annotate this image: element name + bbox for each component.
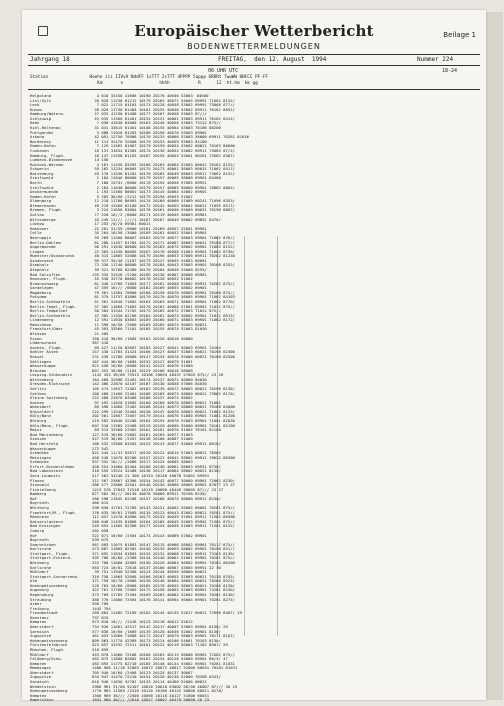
station-values: 127 515 36/60 72802 10161 20163 40077 51003: [92, 432, 193, 437]
station-values: 31 041 33615 81401 10148 20155 40064 53003 76106 86200: [92, 126, 221, 131]
station-name: Kiel-Holtenau: [30, 126, 61, 131]
station-name: Leck: [30, 103, 40, 108]
station-name: Kleine Spitzberg: [30, 396, 68, 401]
station-values: 7 180 15741 /0000 10178 20155 40056 57005 69951: [92, 180, 207, 185]
station-values: 366 776 11680 72505 10176 20141 40094 50004 69901 70261 8275/: [92, 597, 235, 602]
station-values: 21 261 31/59 /0000 10161 20169 40057 52001 69901: [92, 226, 207, 231]
station-name: Würzburg: [30, 506, 49, 511]
station-name: Manschnow: [30, 322, 52, 327]
station-name: Bad Kissingen: [30, 524, 61, 529]
station-name: Puttgarden: [30, 130, 54, 135]
station-values: 1142 453 36/60 73513 10106 20094 40437 57003 875// 23 26: [92, 373, 224, 378]
station-name: Mainz: [30, 428, 42, 433]
station-values: 39 321 32768 82300 10170 20184 40058 53000 8253/: [92, 267, 207, 272]
station-values: 518 859: [92, 647, 109, 652]
station-name: Schwerin: [30, 167, 49, 172]
column-header: Station Hoehe iii IIVvV NddFF 1sTTT 2sTTT 4PPPP 5appp 6RRRt 7wwWW 8NCCC PF-FF: [30, 75, 268, 80]
station-values: 89 496 11660 72402 10168 20143 40073 58000 60021 70168 84000: [92, 405, 235, 410]
station-values: 11 396 16/58 /2000 10169 20165 40074 50003 60021: [92, 322, 207, 327]
station-values: 276 763 16/60 /0000 10165 20178 40055 58003 60021 70100 8130/: [92, 583, 235, 588]
year-label: Jahrgang 18: [30, 56, 70, 63]
station-name: Mühldorf: [30, 570, 49, 575]
station-values: 45 249 11/// ////1 10167 20167 40049 58002 69891 8470/: [92, 217, 221, 222]
station-name: Wittenberg: [30, 377, 54, 382]
station-name: Stuttgart, Flugh.: [30, 551, 70, 556]
station-name: Oberstdorf: [30, 625, 54, 630]
station-values: 350 789: [92, 602, 109, 607]
station-values: 97 492 11620 51605 10160 20160 40070 58003 60021 71081: [92, 400, 221, 405]
report-subtitle: BODENWETTERMELDUNGEN: [187, 42, 321, 51]
station-values: 26 020 11230 81212 10179 20165 40071 54004 69991 71062 8152/: [92, 98, 235, 103]
station-values: 1442 794: [92, 606, 111, 611]
station-name: Barth: [30, 180, 42, 185]
station-name: Fürstenfeldbruck: [30, 643, 68, 648]
station-values: 450 554 31660 82404 10166 20140 40061 58003 69931 8730/: [92, 464, 221, 469]
station-name: Leipzig-Schkeuditz: [30, 373, 73, 378]
station-values: 973 818 16/// /2416 10125 20118 40012 52012: [92, 620, 193, 625]
station-name: Wendelstein: [30, 684, 56, 689]
station-values: 2 184 11640 80000 10179 20157 40065 58000 69901 84400: [92, 176, 221, 181]
station-values: 77 228 16//2 /0000 10171 20119 40045 58003 69901: [92, 213, 207, 218]
station-name: Aachen: [30, 400, 45, 405]
station-name: Rostock-Warnem.: [30, 162, 66, 167]
station-values: 47 359 16/// /0000 10162 20169 40055 58002 69901: [92, 286, 207, 291]
station-values: 483 893 11775 82710 10185 20148 40134 55002 69901 70281 81031: [92, 661, 235, 666]
station-name: Garmisch: [30, 680, 49, 684]
station-values: 3 224 11656 83004 10178 20161 40056 55009 60031 70198 8807/: [92, 208, 235, 213]
station-name: Lüdenscheid: [30, 341, 56, 346]
station-values: 282 658: [92, 528, 109, 533]
station-name: Norderney: [30, 139, 52, 144]
station-extra: 84600: [196, 94, 209, 98]
station-values: 322 708 11660 42805 10150 20120 40064 56002 69901 70182 86200: [92, 560, 235, 565]
station-values: 219 502 31640 42208 10164 20155 40076 52003 69901 71081 82030: [92, 419, 235, 424]
station-name: Köln/Bonn, Flugh.: [30, 423, 70, 428]
station-table: [30, 94, 480, 703]
station-name: Kahler Asten: [30, 350, 59, 355]
station-name: Bremen, Flugh.: [30, 208, 63, 213]
station-values: 202 501 11667 72007 10179 20141 40076 51000 69901 71081 81200: [92, 414, 235, 419]
station-values: 79 361 11564 70000 10168 20150 40070 56003 69901 70168 875//: [92, 290, 235, 295]
station-values: 450 548 11675 82206 10157 20122 40041 58002 69911 76022 86300: [92, 455, 235, 460]
station-name: Wasserkuppe: [30, 446, 56, 451]
station-name: Aachen, Flugh.: [30, 345, 63, 350]
station-values: 877 582 36/// 20130 40076 58000 69911 70198 8230/: [92, 492, 207, 497]
station-name: Nürnberg: [30, 560, 49, 565]
station-values: 1832 980 46/// /2616 10027 20007 40479 58000 20 23: [92, 698, 210, 703]
station-name: Dresden-Klotzsche: [30, 382, 70, 387]
station-name: Plauen: [30, 478, 45, 483]
station-values: 105 474 11657 72402 10162 20139 40072 58003 60021 70198 8130/: [92, 387, 235, 391]
station-name: Freudenstadt: [30, 611, 59, 616]
station-values: 231 438 11780 20000 10147 20134 40078 55000 60021 70168 82500: [92, 354, 235, 359]
station-name: Erfurt-Bindersleben: [30, 464, 75, 469]
top-rule: [28, 54, 480, 55]
station-values: 157 430 11784 31424 10166 20127 40037 52003 60021 70198 82300: [92, 350, 235, 355]
station-values: 39 751 11940 32308 10124 20144 40050 58000 60021: [92, 570, 207, 575]
station-values: 12 391 11630 83603 10169 20160 40071 58003 69901 71062 8172/: [92, 318, 235, 323]
station-name: Hof: [30, 533, 38, 538]
station-name: Bad Hersfeld: [30, 441, 59, 446]
station-name: Emden-Hafen: [30, 194, 56, 199]
station-name: Kempten: [30, 620, 47, 625]
station-name: Oldenburg: [30, 199, 52, 204]
station-name: Hannover, Flugh.: [30, 277, 68, 282]
station-name: Freiburg: [30, 606, 49, 611]
station-values: 2960 961 51/00 92107 10016 20010 63002 58/06 40007 87/// 30 25: [92, 684, 238, 689]
station-name: Zinnwald: [30, 483, 49, 488]
station-name: Görlitz: [30, 387, 47, 391]
station-name: Straubing: [30, 597, 52, 602]
station-values: 921 450 16/60 /0000 10141 20123 40076 51000: [92, 364, 193, 369]
station-values: 395 706 16/60 /2308 10144 20140 40061 51001 69901 70281 875//: [92, 556, 235, 561]
station-values: 7 129 11562 81807 10179 20159 40054 53002 60021 76163 86600: [92, 144, 235, 149]
station-name: Brocken: [30, 368, 47, 373]
station-name: Braunschweig: [30, 281, 59, 286]
station-values: 1486 908 11/10 32803 10072 20072 46617 52006 60031 70281 81031: [92, 666, 238, 671]
station-values: 523 857 41552 72311 10161 20122 40119 50003 71162 8507/ 29: [92, 643, 228, 648]
station-name: Greifswald: [30, 176, 54, 181]
station-values: 607 452 36/60 /2104 10129 20106 40016 58000: [92, 368, 193, 373]
station-values: 56 291 11630 80000 10170 20163 40075 58002 69901 71062 8152/: [92, 245, 235, 250]
station-values: 28 026 11730 81404 10161 20155 40058 53002 69911 76162 8652/: [92, 107, 235, 112]
station-values: 95 317 35/40 /2107 10173 20127 40055 54003 60001: [92, 258, 207, 263]
station-values: 12 210 11760 80903 10174 20160 40060 51009 60241 71096 8353/: [92, 199, 235, 204]
station-name: Gardelegen: [30, 286, 54, 291]
station-name: Hof: [30, 496, 38, 501]
station-values: 583 724 16/01 72618 10137 20106 40087 53005 69951 22 30: [92, 565, 221, 570]
station-name: Greifswald: [30, 185, 54, 190]
station-name: Bayreuth: [30, 501, 49, 506]
station-name: Meiningen: [30, 455, 52, 460]
station-values: 176 635 16/01 27005 10134 20123 40043 52002 60021 70281 875//: [92, 510, 235, 515]
station-name: Wittenberge: [30, 217, 56, 222]
station-values: 311 567 23867 42306 10154 20142 40077 58000 69901 72062 8230/: [92, 478, 235, 483]
station-values: 222 488 22870 03406 10180 20137 40074 58002: [92, 396, 193, 401]
station-values: 577 836 16/60 /1609 10139 20120 40030 52002 69901 8130/: [92, 629, 221, 634]
station-values: 47 385 11330 02706 10163 20162 40073 58002 69901 71022 8513/: [92, 313, 235, 318]
station-name: Wasserkuppe: [30, 364, 56, 369]
station-values: 4 161 11430 83203 10168 20163 40064 52003 80041 76162 8152/: [92, 162, 235, 167]
station-values: 11 113 32470 32008 10179 20153 40059 53003 81100: [92, 139, 207, 144]
station-name: Angermuende: [30, 245, 56, 250]
station-values: 809 863 11770 42309 10173 20124 40106 54001 70163 8130/: [92, 638, 221, 643]
station-name: Köln/Bonn: [30, 414, 52, 419]
station-values: 50 384 31344 71702 10173 20165 40072 57003 71022 875//: [92, 309, 221, 314]
station-values: 310 758 11665 52008 10168 20163 40055 52003 60021 70138 8255/: [92, 574, 235, 579]
station-name: Celle: [30, 231, 42, 236]
station-name: Ulm: [30, 579, 38, 584]
station-name: Wriezen: [30, 332, 47, 337]
station-name: Mannheim: [30, 515, 49, 520]
station-name: München, Flugh.: [30, 647, 66, 652]
station-name: Kassel: [30, 354, 45, 359]
station-name: Bad Marienberg: [30, 432, 63, 437]
station-values: 21 405: [92, 332, 109, 337]
station-values: 7 022 11715 81103 10173 20128 40058 53002 69991 75868 877//: [92, 103, 235, 108]
station-values: 482 875 11880 82602 10162 20134 40126 54000 69901 86/3/ 47: [92, 657, 228, 662]
station-values: 55 338 33770 80002 10178 20126 40052 51002: [92, 277, 193, 282]
station-name: Husum: [30, 107, 42, 112]
station-values: 45 170 11530 81202 10170 20165 40049 58003 69911 73062 8152/: [92, 171, 235, 176]
station-name: Neuruppin: [30, 235, 52, 240]
station-name: Bad Lobenstein: [30, 469, 63, 474]
station-name: Augsburg: [30, 588, 49, 593]
station-name: Memmingen: [30, 666, 52, 671]
supplement-label: Beilage 1: [443, 31, 476, 39]
station-values: 166 532 13568 83203 10153 20143 40077 54000 69911 8616/: [92, 441, 221, 446]
station-values: 3 068 11020 81203 10186 20156 40070 53003 69901: [92, 130, 207, 135]
station-name: Frankfurt/M., Flugh.: [30, 510, 77, 515]
station-name: Hamburg, Flugh.: [30, 153, 66, 158]
station-values: 37 382 11660 71803 10170 20162 40068 57001 69901 71022 875//: [92, 304, 235, 309]
station-name: Kempten: [30, 693, 47, 698]
station-name: Düsseldorf: [30, 409, 54, 414]
station-values: 422 761 11768 72905 10172 20156 40062 52003 69901 73261 8230/: [92, 588, 235, 593]
station-name: Hohenpeissenberg: [30, 583, 68, 588]
station-values: 547 519 36/60 /2207 10156 20106 40007 51000: [92, 437, 193, 442]
station-name: Göttingen: [30, 359, 52, 364]
station-name: Zugspitze: [30, 675, 52, 680]
station-name: Schleswig: [30, 116, 52, 121]
station-name: Emden-Hafen: [30, 144, 56, 149]
station-values: 386 577 22806 32501 10148 20150 40060 58005 69901 87077 23 27: [92, 483, 235, 488]
station-values: 921 544 11/31 92017 10120 20122 40614 57003 60021 76362: [92, 451, 221, 456]
station-name: Potsdam: [30, 295, 47, 300]
station-row: [30, 698, 480, 703]
station-values: 160 480 11460 22401 10168 20165 40073 58000 60021 73062 8170/: [92, 391, 235, 396]
station-name: Fichtelberg: [30, 487, 56, 492]
station-values: 5 203 36/60 /2211 10179 20158 40053 51007: [92, 194, 193, 199]
station-name: Giessen: [30, 437, 47, 442]
station-values: 167 444 36/60 /1605 10152 20127 40079 51001: [92, 359, 193, 364]
station-name: Wahnsdorf: [30, 405, 52, 410]
station-name: Diepholz: [30, 267, 49, 272]
station-values: 539 675: [92, 538, 109, 543]
station-values: 937 552 16/// /2006 10117 20125 40065 58003: [92, 460, 193, 465]
station-name: List/Sylt: [30, 98, 52, 103]
station-name: Schmücke: [30, 451, 49, 456]
station-name: Ueckermuende: [30, 190, 59, 195]
report-page: [22, 10, 486, 703]
station-values: 7 036 41630 83000 10163 20140 40058 53003 73122 875//: [92, 121, 221, 126]
station-name: Luebeck-Blankensee: [30, 158, 73, 163]
extra-time: 18-24: [442, 68, 458, 74]
station-values: 89 513 32560 22902 10161 20101 40076 51002 70161 82100: [92, 428, 221, 433]
station-name: Hamburg/Waterw.: [30, 112, 66, 117]
station-values: 607 510 11585 22408 10129 20126 40050 55000 69901 70161 82100: [92, 423, 235, 428]
station-values: 4 010 32450 41606 10190 20176 40046 53003: [92, 94, 193, 98]
station-name: Oberstdorf: [30, 670, 54, 675]
station-values: 797 815: [92, 615, 109, 620]
station-values: 43 035 11560 81401 10154 20131 40061 53003 69911 76162 8412/: [92, 116, 235, 121]
station-name: Regensburg: [30, 593, 54, 598]
station-values: 16 131 31634 81305 10174 20130 40054 53002 69911 75065 87/2/: [92, 148, 235, 153]
station-name: Lindenberg: [30, 318, 54, 323]
station-name: Konstanz: [30, 615, 49, 620]
column-units: Km n hhhh R 12 ht.hm kk gg: [30, 81, 258, 86]
station-name: Berlin-Schönefeld: [30, 313, 70, 318]
station-name: Kempten: [30, 661, 47, 666]
station-values: 461 853 11660 71808 10172 20147 40079 58003 69901 76171 8107/: [92, 634, 235, 639]
station-values: 2 184 11640 80000 10179 20157 40065 58000 69901 76862 8802/: [92, 185, 235, 190]
station-name: Lüchow: [30, 222, 45, 227]
station-name: Soltau: [30, 213, 45, 218]
observation-time: 06 UHR UTC: [208, 68, 239, 74]
station-values: 1 193 11560 80001 10173 20145 40064 54002 69901: [92, 190, 207, 195]
station-values: 387 418: [92, 341, 109, 346]
station-values: 266 596 11845 62208 10157 20168 40075 58000 69911 8230/: [92, 496, 221, 501]
station-name: Berlin-Tegel, Flugh.: [30, 304, 77, 309]
station-name: Garmisch: [30, 629, 49, 634]
station-name: Essen: [30, 336, 42, 341]
station-values: 22 305 11430 80005 10167 20176 40058 51003 69901 71062 8730/: [92, 249, 235, 254]
station-values: 51 381 31640 71002 10164 20163 40071 58002 69901 71062 8770/: [92, 300, 235, 305]
station-name: Berlin-Schönefeld: [30, 300, 70, 305]
station-name: Mühldorf: [30, 652, 49, 657]
station-values: 517 562 34240 21 300 10153 20148 40070 51001 69951: [92, 473, 210, 478]
station-values: 705 940 16/60 /2408 10123 20125 40137 50007: [92, 670, 193, 675]
station-name: Bayreuth: [30, 538, 49, 543]
station-name: Bremerhaven: [30, 203, 56, 208]
station-values: 298 630 41761 72709 10143 20131 40062 55005 60001 70281 875//: [92, 506, 235, 511]
station-name: Zugspitze: [30, 634, 52, 639]
station-name: Karlsruhe: [30, 565, 52, 570]
station-values: 35 269 11500 80007 10163 20179 40077 58003 69901 71062 876//: [92, 235, 235, 240]
station-values: 473 687 11865 82302 10150 20139 40059 58002 69901 70198 851//: [92, 547, 235, 552]
station-name: Schmücke: [30, 460, 49, 465]
station-name: Coburg: [30, 528, 45, 533]
station-values: 460 615: [92, 501, 109, 506]
date-line: FREITAG, den 12. August 1994: [218, 56, 327, 63]
station-name: Berlin-Tempelhof: [30, 309, 68, 314]
station-name: Osnabrueck: [30, 258, 54, 263]
station-values: 48 315 11665 52008 10179 20196 40053 57006 69911 70282 81230: [92, 254, 235, 259]
station-name: Stuttgart-Echterd.: [30, 556, 73, 561]
report-title: Europäischer Wetterbericht: [134, 22, 374, 40]
station-values: 249 653 11565 82308 10177 20154 40058 51003 69911 71581 8152/: [92, 524, 235, 529]
station-values: 142 466 22870 42107 10167 20130 40058 57006 84030: [92, 382, 207, 387]
station-values: 81 379 11757 81806 10170 20170 40070 58005 69901 71062 84103: [92, 295, 235, 300]
station-name: Gera-Leumnitz: [30, 473, 61, 478]
station-values: 222 499 11540 22404 10158 20147 40070 58003 60021 71062 8133/: [92, 409, 235, 414]
station-values: 1770 962 11565 /2316 10126 20166 40125 50000 60011 8170/: [92, 689, 224, 694]
station-values: 810 946 11630 42702 10143 20114 40480 52006 60021: [92, 680, 207, 684]
station-values: 453 870 11660 72108 10166 20162 40113 50006 69901 72582 875//: [92, 652, 235, 657]
station-values: 45 393 33560 71101 10165 20155 40074 52003 81030: [92, 327, 207, 332]
station-values: 111 637 11470 81806 10173 20133 40039 57001 69911 71582 86500: [92, 515, 235, 520]
station-name: Helgoland: [30, 94, 52, 98]
station-values: 371 692 11634 81603 10153 20131 40068 57002 69911 73163 8130/: [92, 551, 235, 556]
station-name: Lingen: [30, 249, 45, 254]
issue-number: Nummer 224: [417, 56, 454, 63]
station-name: Nürburg: [30, 419, 47, 424]
station-values: 272 542: [92, 446, 109, 451]
station-name: Frankfurt/Oder: [30, 327, 63, 332]
station-name: Stuttgart-Schnarrenb.: [30, 574, 80, 579]
station-name: Feldberg/Schw.: [30, 657, 63, 662]
station-values: 81 280 11457 81704 10172 20171 40067 58003 60041 76168 877//: [92, 240, 235, 245]
station-values: 42 091 12750 70906 10170 20135 40066 52003 58000 69911 70281 81036: [92, 135, 249, 140]
station-values: 268 648 11435 81808 10164 20165 40045 52003 69901 71581 875//: [92, 519, 235, 524]
station-name: Kaiserslautern: [30, 519, 63, 524]
station-name: Berlin-Dahlem: [30, 240, 61, 245]
station-name: Cottbus: [30, 391, 47, 396]
station-name: Boizenburg: [30, 171, 54, 176]
station-values: 734 826 11661 42517 10142 20117 40007 53003 69901 8150/ 29: [92, 625, 228, 630]
station-values: 634 947 41470 72210 10154 20120 40130 52000 70398 8343/: [92, 675, 221, 680]
station-name: Diepholz: [30, 263, 49, 268]
station-values: 35 264 16/58 /3000 10169 20161 40052 55001 69901: [92, 231, 207, 236]
station-name: Hamelstein: [30, 698, 54, 703]
station-name: Hohn: [30, 121, 40, 126]
station-values: 72 330 11740 80000 10178 20184 40043 53003 69901 70168 8352/: [92, 263, 235, 268]
station-values: 81 348 11760 71803 10177 20162 40058 55002 69931 70282 875//: [92, 281, 235, 286]
station-values: 373 769 11765 72504 10169 20163 40062 52002 69901 70261 8130/: [92, 593, 235, 598]
station-values: 371 759 16/70 /2806 10158 20140 40064 58003 60021 78266 8523/: [92, 579, 235, 584]
station-values: 316 555 13524 32408 10138 20117 40064 58002 60021 8130/: [92, 469, 221, 474]
station-values: 1213 578 27843 72518 10119 20090 48449 58005 87/// 23 27: [92, 487, 224, 492]
station-values: 135 335 31528 /2200 10169 20130 40067 50000 69901: [92, 272, 207, 277]
station-name: Hannover: [30, 226, 49, 231]
station-values: 164 460 32998 22402 10174 20137 40071 56000 84030: [92, 377, 207, 382]
station-name: Hohenpeissenberg: [30, 689, 68, 694]
station-name: Bad Salzuflen: [30, 272, 61, 277]
table-rule: [28, 89, 480, 90]
station-values: 89 427 11/20 82607 10183 20127 40041 50003 69901 74164: [92, 345, 221, 350]
station-values: 27 033 41230 81408 10177 20167 40058 53003 87///: [92, 112, 207, 117]
station-name: Hohenpeissenberg: [30, 638, 68, 643]
station-name: Cuxhaven: [30, 148, 49, 153]
station-values: 59 162 11234 80005 10175 20173 40061 58003 60031 71062 8417/: [92, 167, 235, 172]
station-values: 567 685 11675 81803 10147 20115 40066 58002 69901 76117 875//: [92, 542, 235, 547]
station-name: Arber: [30, 602, 42, 607]
station-values: 322 671 16/60 /2504 10174 20143 40069 57002 69901: [92, 533, 207, 538]
station-name: Magdeburg: [30, 290, 52, 295]
station-values: 269 803 11485 72109 10163 20145 40135 52017 60021 72998 8407/ 29: [92, 611, 242, 616]
header-rule: [28, 65, 480, 66]
station-values: 1500 969 36/// /2500 10090 20118 40127 51006 60031: [92, 693, 210, 698]
station-values: 16 147 11558 81103 10167 20155 40054 53001 60261 73562 8387/: [92, 153, 235, 158]
station-values: 49 219 41560 62100 10172 20142 40055 58002 60021 71095 8517/: [92, 203, 235, 208]
station-name: Bamberg: [30, 492, 47, 497]
station-name: Saarbrücken: [30, 542, 56, 547]
station-values: 17 253 /0//0 69901 60011: [92, 222, 151, 227]
station-values: 150 410 36/60 /1005 10163 20126 40016 50000: [92, 336, 193, 341]
station-name: Muenster/Osnabrueck: [30, 254, 75, 259]
station-name: Karlsruhe: [30, 547, 52, 552]
station-values: 14 156: [92, 158, 109, 163]
station-name: Arkona: [30, 135, 45, 140]
